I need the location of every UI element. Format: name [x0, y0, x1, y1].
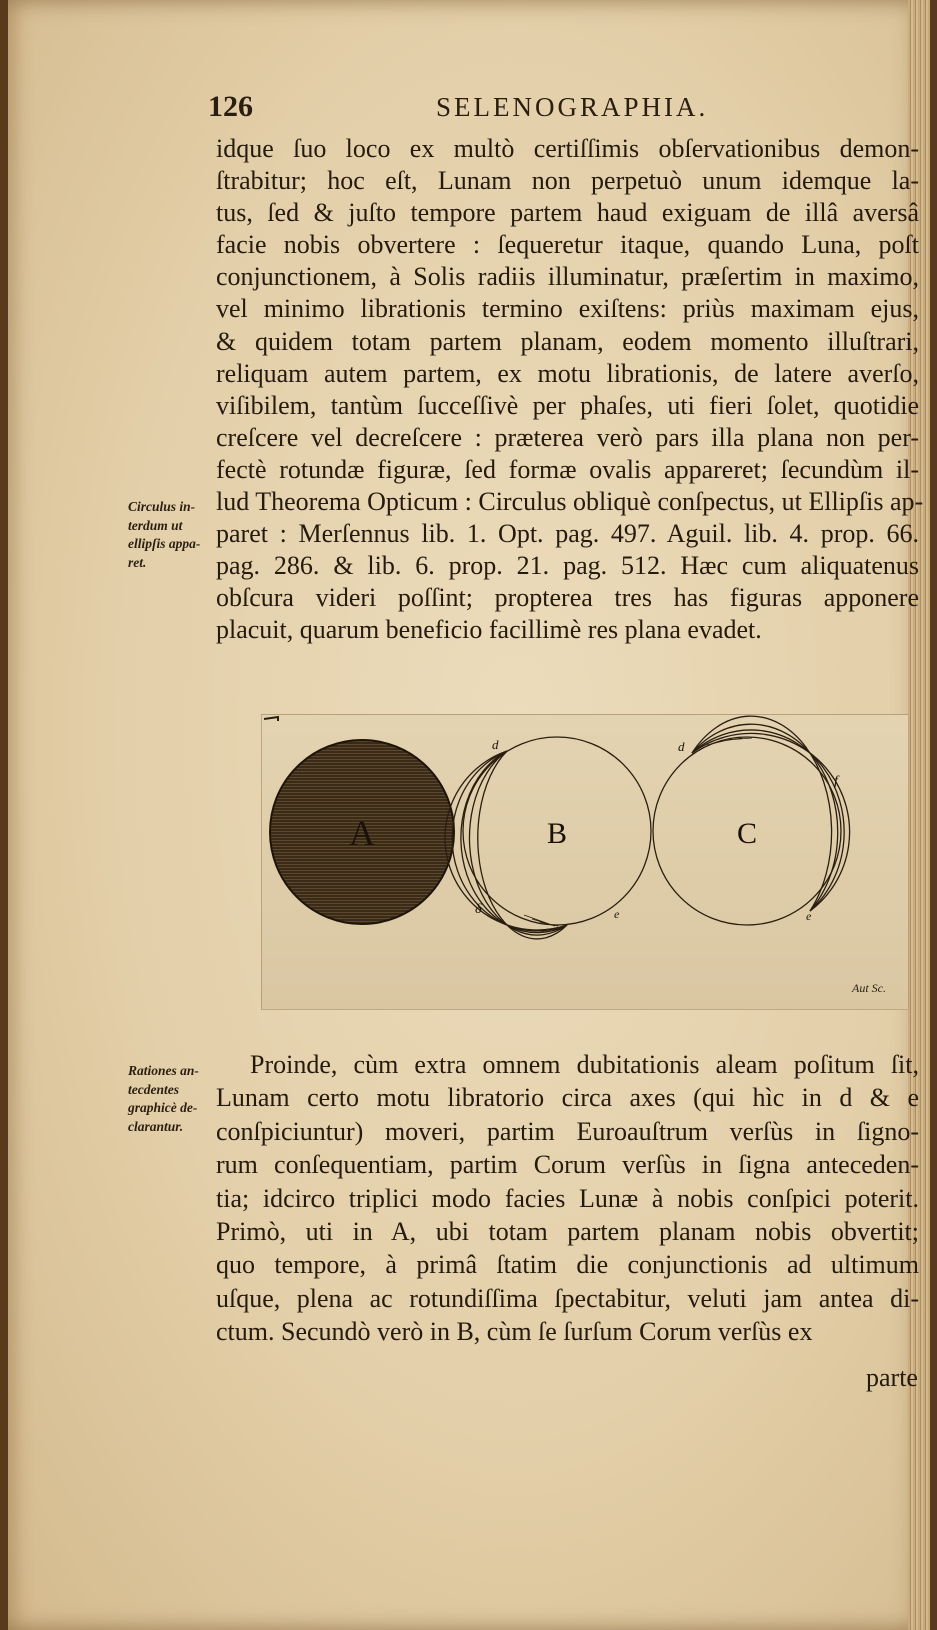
text-line: fectè rotundæ figuræ, ſed formæ ovalis appareret; ſecundùm il-	[216, 454, 919, 484]
text-line: facie nobis obvertere : ſequeretur itaque, quando Luna, poſt	[216, 230, 919, 260]
catchword: parte	[866, 1363, 918, 1392]
mark-c-f: f	[834, 774, 838, 789]
engraver-signature: Aut Sc.	[852, 981, 886, 995]
text-line: rum conſequentiam, partim Corum verſùs in ſigna anteceden-	[216, 1150, 919, 1180]
text-line: lud Theorema Opticum : Circulus obliquè conſpectus, ut Ellipſis ap-	[216, 487, 924, 517]
margin-note-line: ret.	[128, 554, 147, 570]
book-page	[8, 0, 930, 1630]
margin-note-line: graphicè de-	[128, 1100, 198, 1115]
text-line: vel minimo librationis termino exiſtens: priùs maximam ejus,	[216, 294, 919, 324]
margin-note-line: ellipſis appa-	[128, 536, 201, 551]
margin-note-line: terdum ut	[128, 517, 183, 533]
text-line: placuit, quarum beneficio facillimè res plana evadet.	[216, 615, 762, 645]
plate-corner-mark	[264, 717, 278, 721]
text-line: reliquam autem partem, ex motu librationis, de latere averſo,	[216, 358, 919, 388]
label-a: A	[349, 813, 375, 853]
mark-b-d: d	[492, 737, 499, 752]
margin-note-2	[128, 1062, 199, 1136]
page-header	[8, 90, 930, 130]
mark-b-delta: δ	[475, 902, 482, 917]
text-line: tus, ſed & juſto tempore partem haud exiguam de illâ aversâ	[216, 198, 919, 228]
text-line: Primò, uti in A, ubi totam partem planam nobis obvertit;	[216, 1217, 919, 1247]
text-line: creſcere vel decreſcere : præterea verò pars illa plana non per-	[216, 422, 919, 452]
page-number: 126	[208, 90, 253, 123]
label-c: C	[736, 817, 758, 850]
paragraph-2	[216, 1048, 919, 1349]
moon-figures-svg	[262, 715, 908, 1009]
text-line: obſcura videri poſſint; propterea tres has figuras apponere	[216, 583, 919, 613]
label-b: B	[546, 817, 568, 850]
paragraph-1	[216, 133, 924, 647]
text-line: ctum. Secundò verò in B, cùm ſe ſurſum Corum verſùs ex	[216, 1317, 813, 1347]
text-line: uſque, plena ac rotundiſſima ſpectabitur, veluti jam antea di-	[216, 1283, 919, 1313]
margin-note-line: Circulus in-	[128, 499, 196, 514]
text-line: conjunctionem, à Solis radiis illuminatur, præſertim in maximo,	[216, 262, 919, 292]
text-line: paret : Merſennus lib. 1. Opt. pag. 497. Aguil. lib. 4. prop. 66.	[216, 519, 919, 549]
text-line: Lunam certo motu libratorio circa axes (qui hìc in d & e	[216, 1083, 919, 1113]
figure-plate	[261, 714, 909, 1010]
mark-c-d: d	[678, 739, 685, 754]
mark-c-e: e	[806, 909, 812, 923]
text-line: conſpiciuntur) moveri, partim Euroauſtrum verſùs in ſigno-	[216, 1116, 919, 1146]
text-line: quo tempore, à primâ ſtatim die conjunctionis ad ultimum	[216, 1250, 919, 1280]
text-line: viſibilem, tantùm ſucceſſivè per phaſes, uti fieri ſolet, quotidie	[216, 390, 919, 420]
margin-note-line: Rationes an-	[128, 1063, 199, 1078]
margin-note-1	[128, 498, 200, 572]
text-line: ſtrabitur; hoc eſt, Lunam non perpetuò unum idemque la-	[216, 166, 919, 196]
margin-note-line: clarantur.	[128, 1118, 184, 1134]
text-line: pag. 286. & lib. 6. prop. 21. pag. 512. Hæc cum aliquatenus	[216, 551, 919, 581]
text-line: idque ſuo loco ex multò certiſſimis obſervationibus demon-	[216, 134, 919, 163]
margin-note-line: tecdentes	[128, 1081, 179, 1097]
text-line: tia; idcirco triplici modo facies Lunæ à nobis conſpici poterit.	[216, 1183, 919, 1213]
running-title: SELENOGRAPHIA.	[436, 92, 709, 122]
text-line: & quidem totam partem planam, eodem momento illuſtrari,	[216, 326, 919, 356]
mark-b-e: e	[614, 907, 620, 921]
text-line: Proinde, cùm extra omnem dubitationis aleam poſitum ſit,	[250, 1050, 919, 1079]
